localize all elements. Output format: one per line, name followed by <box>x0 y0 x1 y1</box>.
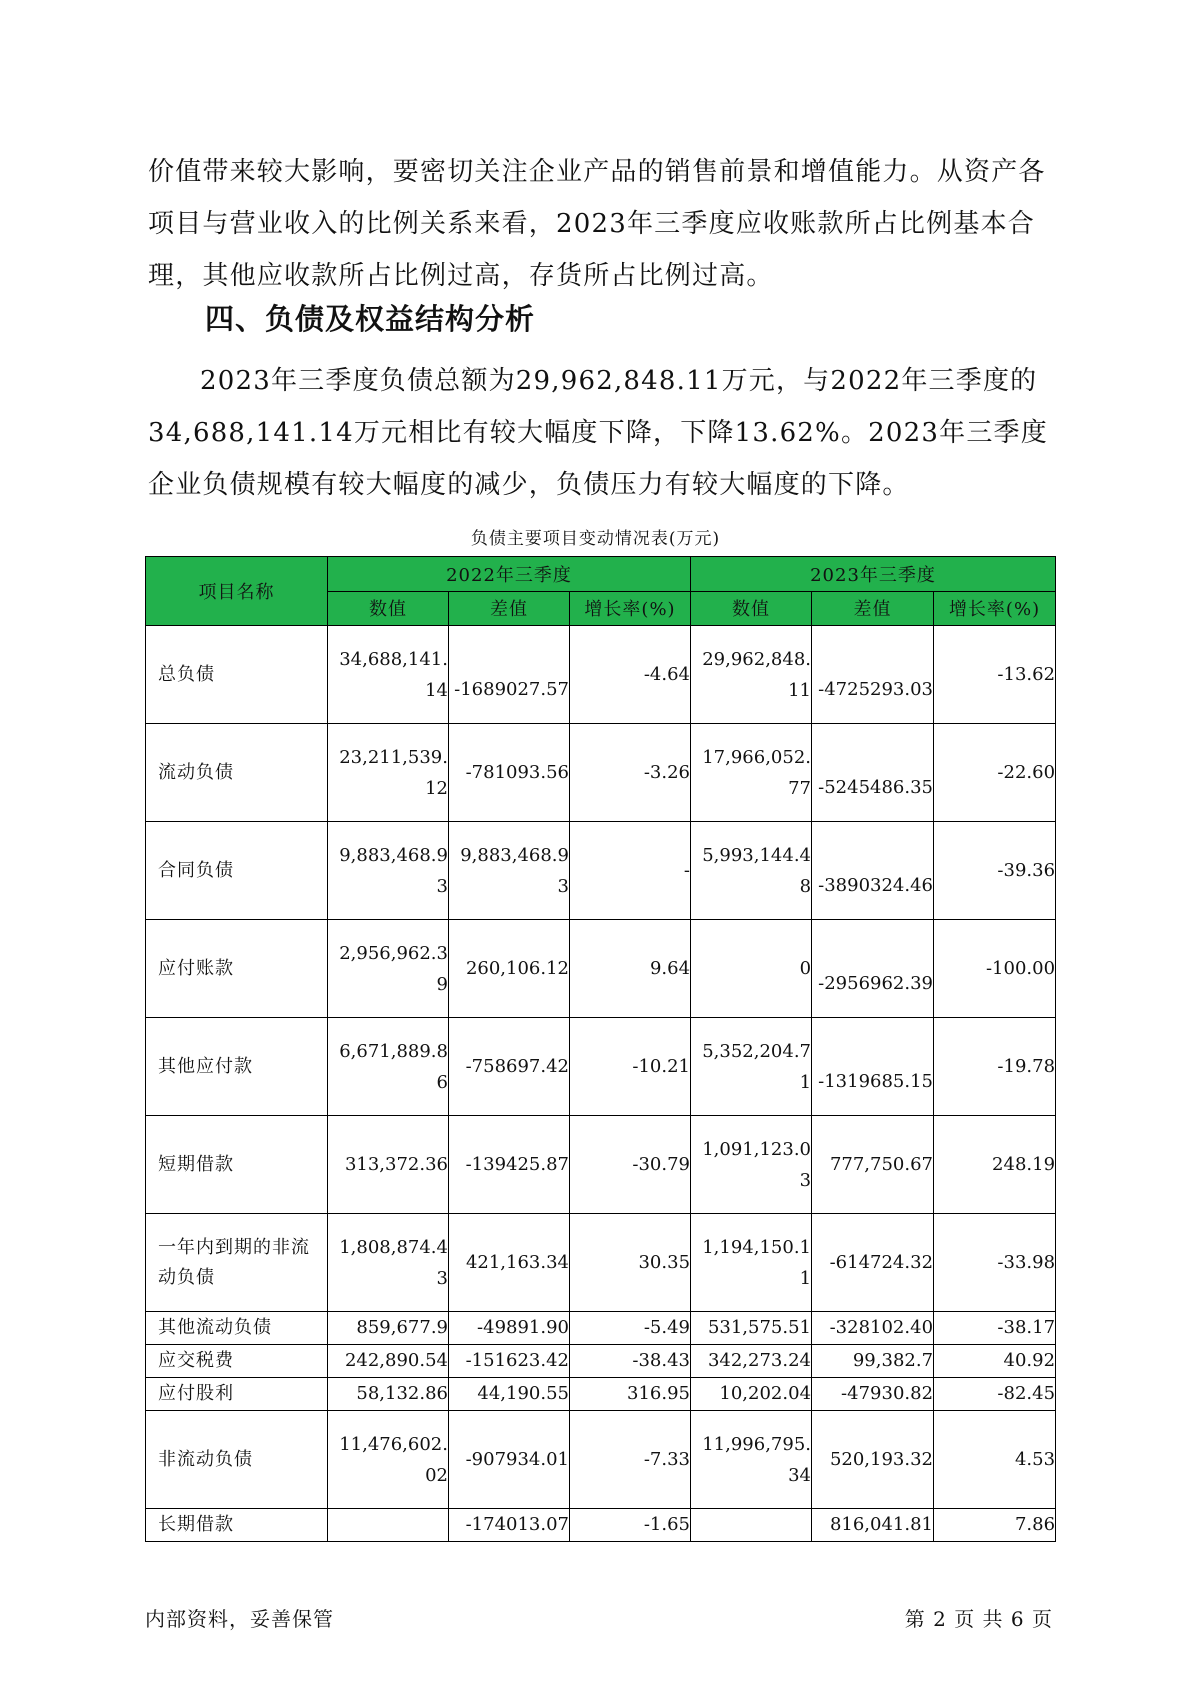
row-label: 其他应付款 <box>146 1018 328 1116</box>
cell-d1 <box>449 920 570 1018</box>
header-diff-2022: 差值 <box>449 591 570 626</box>
cell-value: -1689027.57 <box>454 679 569 700</box>
cell-value: -174013.07 <box>465 1514 569 1535</box>
header-rate-2022: 增长率(%) <box>570 591 691 626</box>
cell-value: -33.98 <box>997 1252 1056 1273</box>
cell-value: 242,890.54 <box>344 1350 448 1371</box>
cell-v2 <box>691 1312 812 1345</box>
cell-value: -49891.90 <box>477 1317 569 1338</box>
cell-r1 <box>570 1345 691 1378</box>
cell-r2 <box>934 1345 1056 1378</box>
cell-d2 <box>812 1411 934 1509</box>
cell-value: 342,273.24 <box>707 1350 812 1371</box>
cell-value: 11,996,795.34 <box>702 1433 812 1486</box>
cell-value: 29,962,848.11 <box>702 648 812 701</box>
cell-value: 5,352,204.71 <box>702 1040 812 1093</box>
intro-paragraph: 价值带来较大影响，要密切关注企业产品的销售前景和增值能力。从资产各项目与营业收入的比例关系来看，2023年三季度应收账款所占比例基本合理，其他应收款所占比例过高，存货所占比例过高。 <box>148 157 1046 291</box>
row-label: 应交税费 <box>146 1345 328 1378</box>
summary-text: 2023年三季度负债总额为29,962,848.11万元，与2022年三季度的34,688,141.14万元相比有较大幅度下降，下降13.62%。2023年三季度企业负债规模有较大幅度的减少，负债压力有较大幅度的下降。 <box>148 366 1048 500</box>
table-row <box>146 1312 1056 1345</box>
table-row <box>146 1116 1056 1214</box>
cell-d1 <box>449 724 570 822</box>
cell-value: -2956962.39 <box>818 973 934 994</box>
cell-v2 <box>691 1116 812 1214</box>
cell-value: 816,041.81 <box>829 1514 934 1535</box>
cell-r2 <box>934 920 1056 1018</box>
cell-value: 99,382.7 <box>852 1350 934 1371</box>
cell-v1 <box>328 920 449 1018</box>
row-label: 其他流动负债 <box>146 1312 328 1345</box>
header-value-2022: 数值 <box>328 591 449 626</box>
cell-value: -758697.42 <box>465 1056 569 1077</box>
cell-r1 <box>570 1509 691 1542</box>
cell-value: -13.62 <box>997 664 1056 685</box>
cell-value: 6,671,889.86 <box>339 1040 448 1093</box>
cell-value: -39.36 <box>997 860 1056 881</box>
table-row <box>146 626 1056 724</box>
cell-d2 <box>812 1378 934 1411</box>
cell-d1 <box>449 1411 570 1509</box>
cell-value: 1,194,150.11 <box>702 1236 812 1289</box>
cell-r1 <box>570 1018 691 1116</box>
cell-value: -328102.40 <box>829 1317 934 1338</box>
cell-v2 <box>691 920 812 1018</box>
cell-value: 30.35 <box>638 1252 691 1273</box>
cell-d1 <box>449 1116 570 1214</box>
cell-value: -3890324.46 <box>818 875 934 896</box>
table-row <box>146 1411 1056 1509</box>
cell-r1 <box>570 1214 691 1312</box>
cell-value: 313,372.36 <box>344 1154 448 1175</box>
table-header <box>146 557 1056 626</box>
cell-value: -22.60 <box>997 762 1056 783</box>
cell-value: - <box>683 860 691 881</box>
cell-d1 <box>449 1509 570 1542</box>
table-row <box>146 1509 1056 1542</box>
cell-value: 421,163.34 <box>465 1252 569 1273</box>
cell-d2 <box>812 626 934 724</box>
cell-value: -151623.42 <box>465 1350 569 1371</box>
row-label: 合同负债 <box>146 822 328 920</box>
cell-value: -19.78 <box>997 1056 1056 1077</box>
table-row <box>146 920 1056 1018</box>
cell-value: -100.00 <box>985 958 1056 979</box>
cell-v2 <box>691 1345 812 1378</box>
cell-v2 <box>691 822 812 920</box>
cell-r1 <box>570 1411 691 1509</box>
cell-r1 <box>570 626 691 724</box>
cell-r2 <box>934 1411 1056 1509</box>
cell-value: 9,883,468.93 <box>460 844 569 897</box>
cell-value: -781093.56 <box>465 762 569 783</box>
cell-d2 <box>812 1509 934 1542</box>
cell-value: 2,956,962.39 <box>339 942 448 995</box>
cell-v2 <box>691 626 812 724</box>
cell-d1 <box>449 1312 570 1345</box>
cell-value: -5.49 <box>643 1317 691 1338</box>
cell-value: 5,993,144.48 <box>702 844 812 897</box>
cell-v1 <box>328 1411 449 1509</box>
cell-v2 <box>691 1214 812 1312</box>
cell-value: -614724.32 <box>829 1252 934 1273</box>
cell-value: -1.65 <box>643 1514 691 1535</box>
table-row <box>146 822 1056 920</box>
cell-value: -38.17 <box>997 1317 1056 1338</box>
cell-value: -4.64 <box>643 664 691 685</box>
cell-d2 <box>812 1345 934 1378</box>
cell-r1 <box>570 1116 691 1214</box>
cell-value: 40.92 <box>1003 1350 1056 1371</box>
cell-v2 <box>691 1509 812 1542</box>
cell-value: 316.95 <box>627 1383 691 1404</box>
cell-r2 <box>934 1116 1056 1214</box>
cell-value: -38.43 <box>632 1350 691 1371</box>
cell-value: 58,132.86 <box>356 1383 448 1404</box>
cell-v1 <box>328 822 449 920</box>
cell-v1 <box>328 1214 449 1312</box>
cell-value: -82.45 <box>997 1383 1056 1404</box>
cell-value: -47930.82 <box>841 1383 934 1404</box>
cell-v1 <box>328 1116 449 1214</box>
table-row <box>146 1378 1056 1411</box>
footer-note: 内部资料，妥善保管 <box>145 1607 334 1631</box>
row-label: 流动负债 <box>146 724 328 822</box>
header-item-name: 项目名称 <box>146 557 328 626</box>
table-caption: 负债主要项目变动情况表(万元) <box>470 529 721 549</box>
cell-value: 17,966,052.77 <box>702 746 812 799</box>
cell-v2 <box>691 724 812 822</box>
cell-r1 <box>570 1378 691 1411</box>
row-label: 长期借款 <box>146 1509 328 1542</box>
header-diff-2023: 差值 <box>812 591 934 626</box>
table-row <box>146 724 1056 822</box>
cell-value: -30.79 <box>632 1154 691 1175</box>
cell-value: 260,106.12 <box>465 958 569 979</box>
cell-d2 <box>812 1018 934 1116</box>
cell-v1 <box>328 1345 449 1378</box>
table-row <box>146 1214 1056 1312</box>
header-value-2023: 数值 <box>691 591 812 626</box>
cell-value: -139425.87 <box>465 1154 569 1175</box>
row-label: 一年内到期的非流动负债 <box>146 1214 328 1312</box>
cell-value: 4.53 <box>1014 1449 1056 1470</box>
cell-value: 44,190.55 <box>477 1383 569 1404</box>
header-rate-2023: 增长率(%) <box>934 591 1056 626</box>
cell-d1 <box>449 822 570 920</box>
cell-value: 0 <box>799 958 812 979</box>
cell-value: 34,688,141.14 <box>339 648 448 701</box>
cell-value: 248.19 <box>992 1154 1056 1175</box>
page-number: 第 2 页 共 6 页 <box>904 1607 1053 1631</box>
summary-paragraph <box>148 355 1048 511</box>
cell-d1 <box>449 1214 570 1312</box>
row-label: 总负债 <box>146 626 328 724</box>
cell-d1 <box>449 1018 570 1116</box>
cell-d2 <box>812 1312 934 1345</box>
cell-v2 <box>691 1018 812 1116</box>
row-label: 非流动负债 <box>146 1411 328 1509</box>
cell-v2 <box>691 1378 812 1411</box>
cell-r1 <box>570 724 691 822</box>
cell-value: -4725293.03 <box>818 679 934 700</box>
cell-r2 <box>934 1214 1056 1312</box>
cell-r2 <box>934 1018 1056 1116</box>
table-body <box>146 626 1056 1542</box>
row-label: 应付账款 <box>146 920 328 1018</box>
row-label: 短期借款 <box>146 1116 328 1214</box>
cell-value: -5245486.35 <box>818 777 934 798</box>
table-row <box>146 1345 1056 1378</box>
cell-r2 <box>934 1312 1056 1345</box>
cell-value: 777,750.67 <box>829 1154 934 1175</box>
cell-value: -7.33 <box>643 1449 691 1470</box>
cell-r1 <box>570 822 691 920</box>
cell-value: 9,883,468.93 <box>339 844 448 897</box>
cell-v1 <box>328 1312 449 1345</box>
row-label: 应付股利 <box>146 1378 328 1411</box>
cell-d2 <box>812 1214 934 1312</box>
cell-v1 <box>328 1018 449 1116</box>
cell-r2 <box>934 1378 1056 1411</box>
cell-v1 <box>328 626 449 724</box>
cell-r1 <box>570 1312 691 1345</box>
cell-value: 7.86 <box>1014 1514 1056 1535</box>
cell-d1 <box>449 1345 570 1378</box>
cell-v1 <box>328 724 449 822</box>
header-period-2022: 2022年三季度 <box>328 557 691 592</box>
cell-d2 <box>812 724 934 822</box>
cell-value: 531,575.51 <box>707 1317 812 1338</box>
cell-value: 1,808,874.43 <box>339 1236 448 1289</box>
cell-value: -1319685.15 <box>818 1071 934 1092</box>
cell-d1 <box>449 626 570 724</box>
cell-value: 859,677.9 <box>356 1317 448 1338</box>
cell-r2 <box>934 626 1056 724</box>
cell-r1 <box>570 920 691 1018</box>
cell-value: 9.64 <box>649 958 691 979</box>
cell-r2 <box>934 822 1056 920</box>
cell-v2 <box>691 1411 812 1509</box>
header-period-2023: 2023年三季度 <box>691 557 1056 592</box>
cell-value: 11,476,602.02 <box>339 1433 448 1486</box>
cell-v1 <box>328 1378 449 1411</box>
table-row <box>146 1018 1056 1116</box>
cell-value: 10,202.04 <box>719 1383 812 1404</box>
cell-d1 <box>449 1378 570 1411</box>
cell-r2 <box>934 1509 1056 1542</box>
liability-table <box>145 556 1056 1542</box>
cell-value: 520,193.32 <box>829 1449 934 1470</box>
cell-d2 <box>812 920 934 1018</box>
cell-value: 23,211,539.12 <box>339 746 448 799</box>
cell-r2 <box>934 724 1056 822</box>
cell-d2 <box>812 1116 934 1214</box>
cell-v1 <box>328 1509 449 1542</box>
cell-d2 <box>812 822 934 920</box>
cell-value: -3.26 <box>643 762 691 783</box>
cell-value: 1,091,123.03 <box>702 1138 812 1191</box>
cell-value: -10.21 <box>632 1056 691 1077</box>
cell-value: -907934.01 <box>465 1449 569 1470</box>
section-heading: 四、负债及权益结构分析 <box>205 302 536 336</box>
